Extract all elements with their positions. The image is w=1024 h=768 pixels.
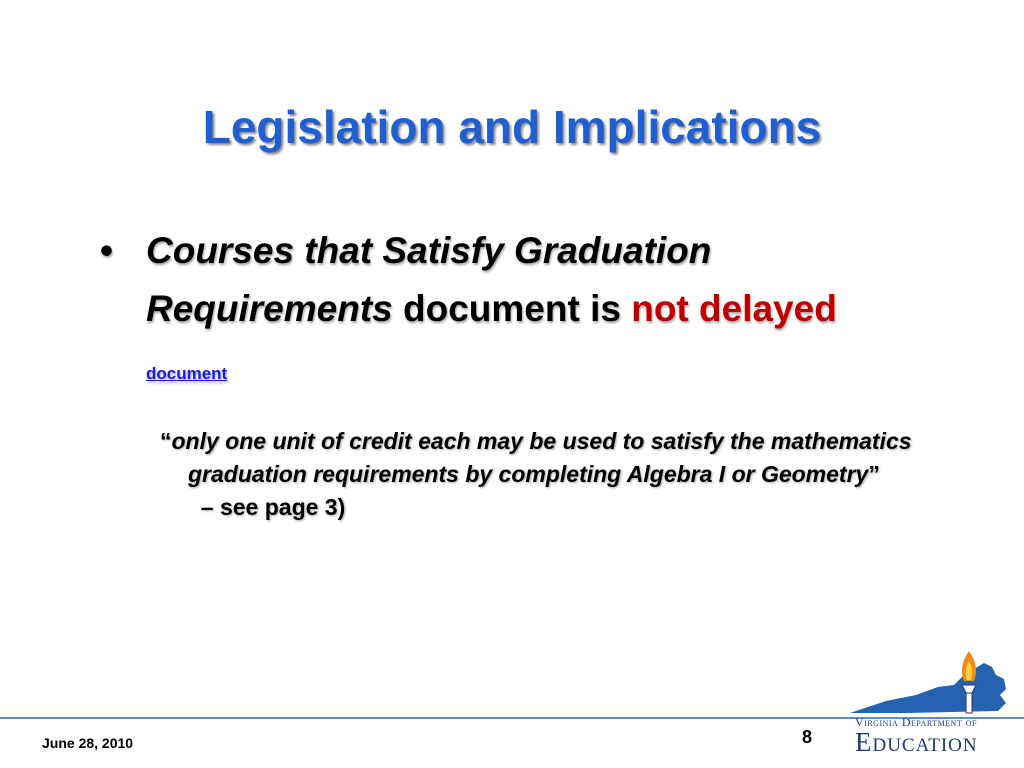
quote-close-mark: ” bbox=[868, 461, 880, 487]
quote-text bbox=[160, 425, 948, 524]
logo-line-2: Education bbox=[855, 727, 978, 757]
bullet-italic-text: Courses that Satisfy Graduation Requirements bbox=[146, 230, 712, 329]
logo-line-1: Virginia Department of bbox=[855, 715, 978, 729]
bullet-emphasis-text: not delayed bbox=[631, 288, 837, 329]
document-link[interactable]: document bbox=[146, 364, 228, 383]
virginia-state-shape bbox=[850, 663, 1006, 713]
quote-trailing-text: – see page 3) bbox=[188, 494, 346, 520]
bullet-normal-text: document is bbox=[392, 288, 632, 329]
slide-title: Legislation and Implications bbox=[202, 101, 822, 153]
footer-date: June 28, 2010 bbox=[42, 735, 134, 751]
page-number: 8 bbox=[802, 727, 813, 747]
bullet-marker: • bbox=[100, 230, 113, 271]
bullet-item bbox=[100, 222, 860, 403]
bullet-text bbox=[146, 222, 860, 403]
quote-italic-text: only one unit of credit each may be used to satisfy the mathematics graduation requirements by completing Algebra I or Geometry bbox=[171, 428, 912, 487]
quote-open-mark: “ bbox=[160, 428, 172, 454]
